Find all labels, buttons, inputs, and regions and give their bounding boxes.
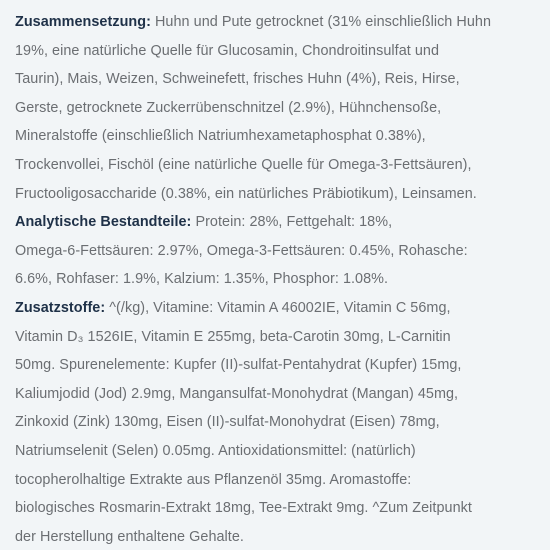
additives-line: Vitamin D₃ 1526IE, Vitamin E 255mg, beta-Carotin 30mg, L-Carnitin — [15, 328, 451, 345]
composition-line: Mineralstoffe (einschließlich Natriumhexametaphosphat 0.38%), — [15, 128, 426, 145]
composition-line: 19%, eine natürliche Quelle für Glucosamin, Chondroitinsulfat und — [15, 42, 440, 59]
composition-line: Fructooligosaccharide (0.38%, ein natürliches Präbiotikum), Leinsamen. — [15, 185, 477, 202]
additives-line: biologisches Rosmarin-Extrakt 18mg, Tee-Extrakt 9mg. ^Zum Zeitpunkt — [15, 500, 472, 517]
analytical-label: Analytische Bestandteile: — [15, 214, 192, 231]
composition-label: Zusammensetzung: — [15, 14, 151, 30]
composition-text: Huhn und Pute getrocknet (31% einschließlich Huhn — [150, 14, 492, 30]
additives-line: der Herstellung enthaltene Gehalte. — [15, 528, 244, 545]
analytical-text: Protein: 28%, Fettgehalt: 18%, — [191, 214, 393, 231]
analytical-line-1 — [15, 208, 542, 237]
composition-line: Taurin), Mais, Weizen, Schweinefett, frisches Huhn (4%), Reis, Hirse, — [15, 71, 460, 88]
additives-label: Zusatzstoffe: — [15, 299, 106, 316]
composition-line: Gerste, getrocknete Zuckerrübenschnitzel (2.9%), Hühnchensoße, — [15, 99, 442, 116]
additives-line: Natriumselenit (Selen) 0.05mg. Antioxidationsmittel: (natürlich) — [15, 442, 416, 459]
additives-line: 50mg. Spurenelemente: Kupfer (II)-sulfat-Pentahydrat (Kupfer) 15mg, — [15, 357, 462, 374]
composition-line-1 — [15, 8, 542, 37]
analytical-section — [15, 208, 542, 294]
analytical-line: 6.6%, Rohfaser: 1.9%, Kalzium: 1.35%, Phosphor: 1.08%. — [15, 271, 389, 288]
additives-line-1 — [15, 294, 542, 323]
additives-line: Zinkoxid (Zink) 130mg, Eisen (II)-sulfat-Monohydrat (Eisen) 78mg, — [15, 414, 440, 431]
additives-section — [15, 294, 542, 550]
analytical-line: Omega-6-Fettsäuren: 2.97%, Omega-3-Fettsäuren: 0.45%, Rohasche: — [15, 242, 468, 259]
additives-line: tocopherolhaltige Extrakte aus Pflanzenöl 35mg. Aromastoffe: — [15, 471, 412, 488]
additives-line: Kaliumjodid (Jod) 2.9mg, Mangansulfat-Monohydrat (Mangan) 45mg, — [15, 385, 459, 402]
composition-line: Trockenvollei, Fischöl (eine natürliche Quelle für Omega-3-Fettsäuren), — [15, 156, 472, 173]
composition-section — [15, 8, 542, 208]
additives-text: ^(/kg), Vitamine: Vitamin A 46002IE, Vitamin C 56mg, — [105, 299, 451, 316]
